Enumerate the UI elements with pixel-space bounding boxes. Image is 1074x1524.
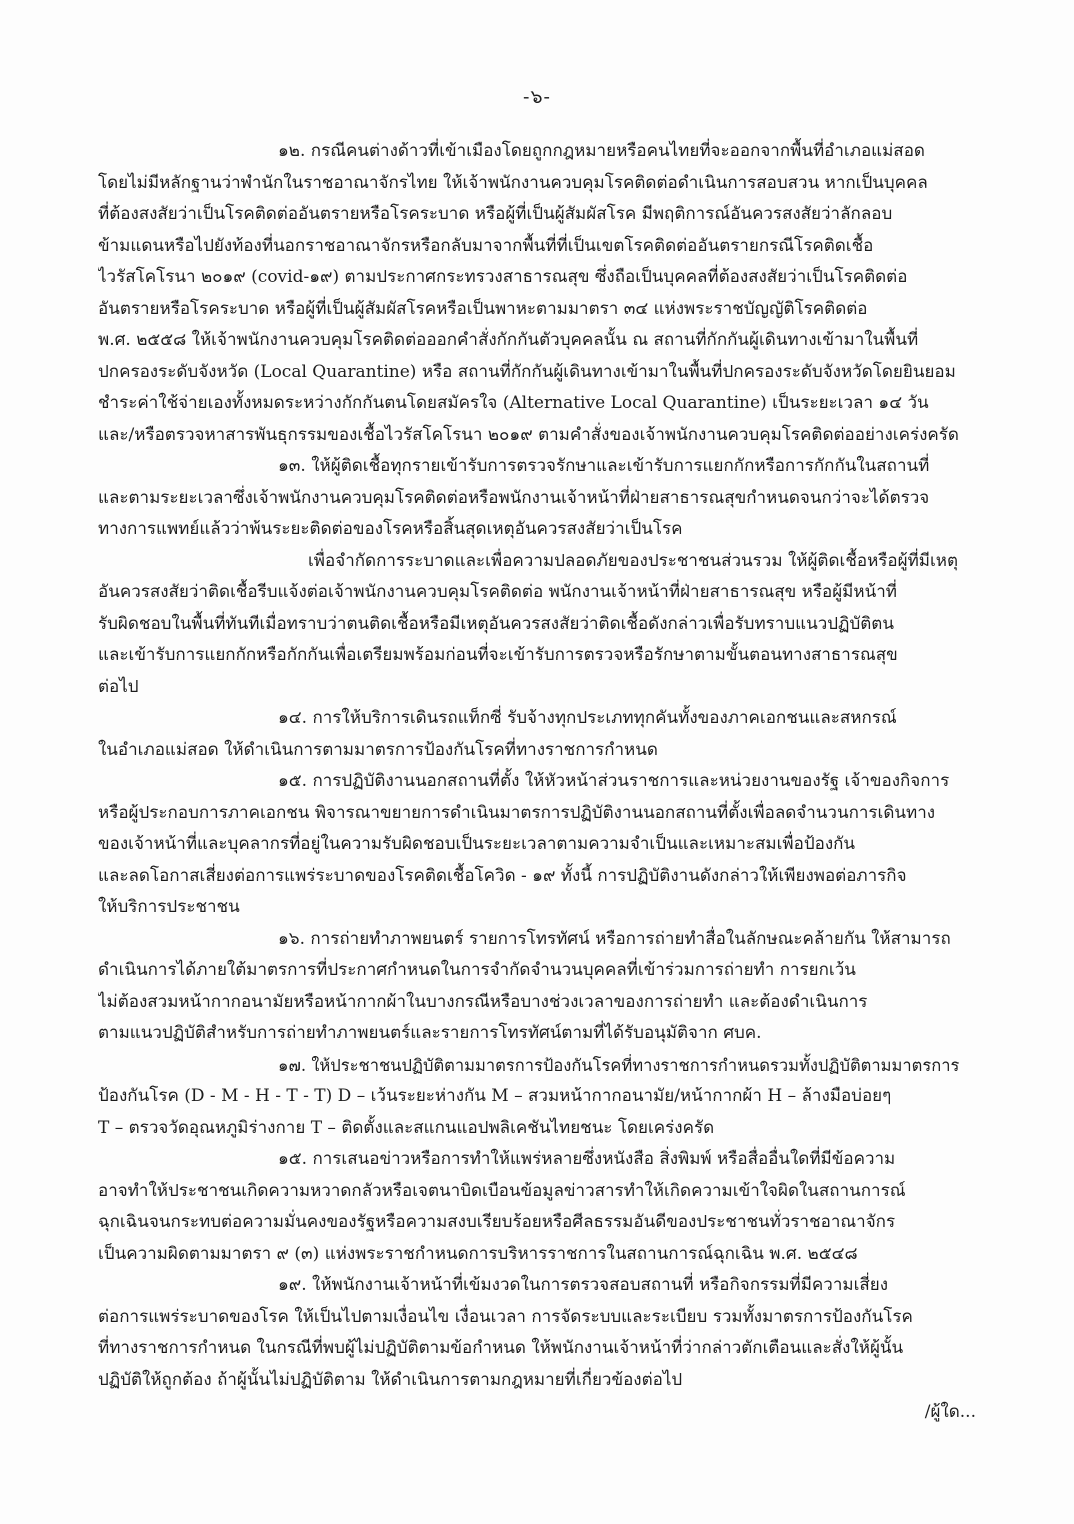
text-line: อันตรายหรือโรคระบาด หรือผู้ที่เป็นผู้สัมผัสโรคหรือเป็นพาหะตามมาตรา ๓๔ แห่งพระราชบัญญัติโรคติดต่อ: [98, 298, 868, 319]
text-line: T – ตรวจวัดอุณหภูมิร่างกาย T – ติดตั้งและสแกนแอปพลิเคชันไทยชนะ โดยเคร่งครัด: [98, 1117, 715, 1138]
text-line: ๑๗. ให้ประชาชนปฏิบัติตามมาตรการป้องกันโรคที่ทางราชการกำหนดรวมทั้งปฏิบัติตามมาตรการ: [278, 1055, 960, 1075]
text-line: พ.ศ. ๒๕๕๘ ให้เจ้าพนักงานควบคุมโรคติดต่อออกคำสั่งกักกันตัวบุคคลนั้น ณ สถานที่กักกันผู้เดินทางเข้ามาในพื้นที่: [98, 330, 919, 350]
text-line: ข้ามแดนหรือไปยังท้องที่นอกราชอาณาจักรหรือกลับมาจากพื้นที่ที่เป็นเขตโรคติดต่ออันตรายกรณีโรคติดเชื้อ: [98, 235, 874, 256]
page-number: -๖-: [523, 86, 551, 108]
text-line: ที่ต้องสงสัยว่าเป็นโรคติดต่ออันตรายหรือโรคระบาด หรือผู้ที่เป็นผู้สัมผัสโรค มีพฤติการณ์อันควรสงสัยว่าลักลอบ: [98, 204, 893, 224]
next-page-marker: /ผู้ใด...: [924, 1402, 976, 1422]
text-line: ทางการแพทย์แล้วว่าพ้นระยะติดต่อของโรคหรือสิ้นสุดเหตุอันควรสงสัยว่าเป็นโรค: [98, 519, 683, 539]
text-line: ๑๕. การเสนอข่าวหรือการทำให้แพร่หลายซึ่งหนังสือ สิ่งพิมพ์ หรือสื่ออื่นใดที่มีข้อความ: [278, 1149, 896, 1169]
text-line: ป้องกันโรค (D - M - H - T - T) D – เว้นระยะห่างกัน M – สวมหน้ากากอนามัย/หน้ากากผ้า H – ล้างมือบ่อยๆ: [98, 1086, 892, 1106]
text-line: ไวรัสโคโรนา ๒๐๑๙ (covid-๑๙) ตามประกาศกระทรวงสาธารณสุข ซึ่งถือเป็นบุคคลที่ต้องสงสัยว่าเป็นโรคติดต่อ: [98, 267, 908, 287]
text-line: ๑๙. ให้พนักงานเจ้าหน้าที่เข้มงวดในการตรวจสอบสถานที่ หรือกิจกรรมที่มีความเสี่ยง: [278, 1275, 889, 1295]
text-line: อันควรสงสัยว่าติดเชื้อรีบแจ้งต่อเจ้าพนักงานควบคุมโรคติดต่อ พนักงานเจ้าหน้าที่ฝ่ายสาธารณสุข หรือผู้มีหน้าที่: [98, 582, 897, 602]
text-line: ๑๒. กรณีคนต่างด้าวที่เข้าเมืองโดยถูกกฎหมายหรือคนไทยที่จะออกจากพื้นที่อำเภอแม่สอด: [278, 141, 925, 161]
text-line: ปกครองระดับจังหวัด (Local Quarantine) หรือ สถานที่กักกันผู้เดินทางเข้ามาในพื้นที่ปกครองระดับจังหวัดโดยยินยอม: [98, 361, 956, 382]
text-line: ดำเนินการได้ภายใต้มาตรการที่ประกาศกำหนดในการจำกัดจำนวนบุคคลที่เข้าร่วมการถ่ายทำ การยกเว้น: [98, 960, 856, 980]
text-line: อาจทำให้ประชาชนเกิดความหวาดกลัวหรือเจตนาบิดเบือนข้อมูลข่าวสารทำให้เกิดความเข้าใจผิดในสถานการณ์: [98, 1180, 906, 1201]
text-line: ต่อการแพร่ระบาดของโรค ให้เป็นไปตามเงื่อนไข เงื่อนเวลา การจัดระบบและระเบียบ รวมทั้งมาตรการป้องกันโรค: [98, 1306, 913, 1327]
text-line: ที่ทางราชการกำหนด ในกรณีที่พบผู้ไม่ปฏิบัติตามข้อกำหนด ให้พนักงานเจ้าหน้าที่ว่ากล่าวตักเตือนและสั่งให้ผู้นั้น: [98, 1338, 904, 1358]
text-line: ไม่ต้องสวมหน้ากากอนามัยหรือหน้ากากผ้าในบางกรณีหรือบางช่วงเวลาของการถ่ายทำ และต้องดำเนินการ: [98, 991, 868, 1012]
text-line: ในอำเภอแม่สอด ให้ดำเนินการตามมาตรการป้องกันโรคที่ทางราชการกำหนด: [98, 739, 658, 760]
text-line: ให้บริการประชาชน: [98, 897, 240, 917]
text-line: หรือผู้ประกอบการภาคเอกชน พิจารณาขยายการดำเนินมาตรการปฏิบัติงานนอกสถานที่ตั้งเพื่อลดจำนวนการเดินทาง: [98, 802, 936, 823]
text-line: ๑๖. การถ่ายทำภาพยนตร์ รายการโทรทัศน์ หรือการถ่ายทำสื่อในลักษณะคล้ายกัน ให้สามารถ: [278, 928, 951, 949]
text-line: เพื่อจำกัดการระบาดและเพื่อความปลอดภัยของประชาชนส่วนรวม ให้ผู้ติดเชื้อหรือผู้ที่มีเหตุ: [308, 550, 959, 571]
text-line: ๑๓. ให้ผู้ติดเชื้อทุกรายเข้ารับการตรวจรักษาและเข้ารับการแยกกักหรือการกักกันในสถานที่: [278, 456, 930, 476]
text-line: ฉุกเฉินจนกระทบต่อความมั่นคงของรัฐหรือความสงบเรียบร้อยหรือศีลธรรมอันดีของประชาชนทั่วราชอาณาจักร: [98, 1212, 896, 1232]
text-line: ๑๔. การให้บริการเดินรถแท็กซี่ รับจ้างทุกประเภททุกคันทั้งของภาคเอกชนและสหกรณ์: [278, 708, 897, 728]
text-line: ต่อไป: [98, 676, 139, 697]
body-text: [98, 136, 978, 1396]
text-line: ชำระค่าใช้จ่ายเองทั้งหมดระหว่างกักกันตนโดยสมัครใจ (Alternative Local Quarantine) เป็นระยะเวลา ๑๔ วัน: [98, 393, 929, 413]
text-line: และเข้ารับการแยกกักหรือกักกันเพื่อเตรียมพร้อมก่อนที่จะเข้ารับการตรวจหรือรักษาตามขั้นตอนทางสาธารณสุข: [98, 645, 898, 665]
text-line: เป็นความผิดตามมาตรา ๙ (๓) แห่งพระราชกำหนดการบริหารราชการในสถานการณ์ฉุกเฉิน พ.ศ. ๒๕๔๘: [98, 1243, 858, 1264]
text-line: ของเจ้าหน้าที่และบุคลากรที่อยู่ในความรับผิดชอบเป็นระยะเวลาตามความจำเป็นและเหมาะสมเพื่อป้องกัน: [98, 834, 856, 854]
text-line: ตามแนวปฏิบัติสำหรับการถ่ายทำภาพยนตร์และรายการโทรทัศน์ตามที่ได้รับอนุมัติจาก ศบค.: [98, 1023, 762, 1043]
text-line: ๑๕. การปฏิบัติงานนอกสถานที่ตั้ง ให้หัวหน้าส่วนราชการและหน่วยงานของรัฐ เจ้าของกิจการ: [278, 771, 950, 791]
text-line: และ/หรือตรวจหาสารพันธุกรรมของเชื้อไวรัสโคโรนา ๒๐๑๙ ตามคำสั่งของเจ้าพนักงานควบคุมโรคติดต่ออย่างเคร่งครัด: [98, 424, 959, 445]
text-line: รับผิดชอบในพื้นที่ทันทีเมื่อทราบว่าตนติดเชื้อหรือมีเหตุอันควรสงสัยว่าติดเชื้อดังกล่าวเพื่อรับทราบแนวปฏิบัติตน: [98, 613, 894, 634]
text-line: และลดโอกาสเสี่ยงต่อการแพร่ระบาดของโรคติดเชื้อโควิด - ๑๙ ทั้งนี้ การปฏิบัติงานดังกล่าวให้เพียงพอต่อภารกิจ: [98, 865, 907, 886]
text-line: และตามระยะเวลาซึ่งเจ้าพนักงานควบคุมโรคติดต่อหรือพนักงานเจ้าหน้าที่ฝ่ายสาธารณสุขกำหนดจนกว่าจะได้ตรวจ: [98, 487, 930, 508]
text-line: โดยไม่มีหลักฐานว่าพำนักในราชอาณาจักรไทย ให้เจ้าพนักงานควบคุมโรคติดต่อดำเนินการสอบสวน หากเป็นบุคคล: [98, 172, 928, 193]
text-line: ปฏิบัติให้ถูกต้อง ถ้าผู้นั้นไม่ปฏิบัติตาม ให้ดำเนินการตามกฎหมายที่เกี่ยวข้องต่อไป: [98, 1369, 683, 1390]
